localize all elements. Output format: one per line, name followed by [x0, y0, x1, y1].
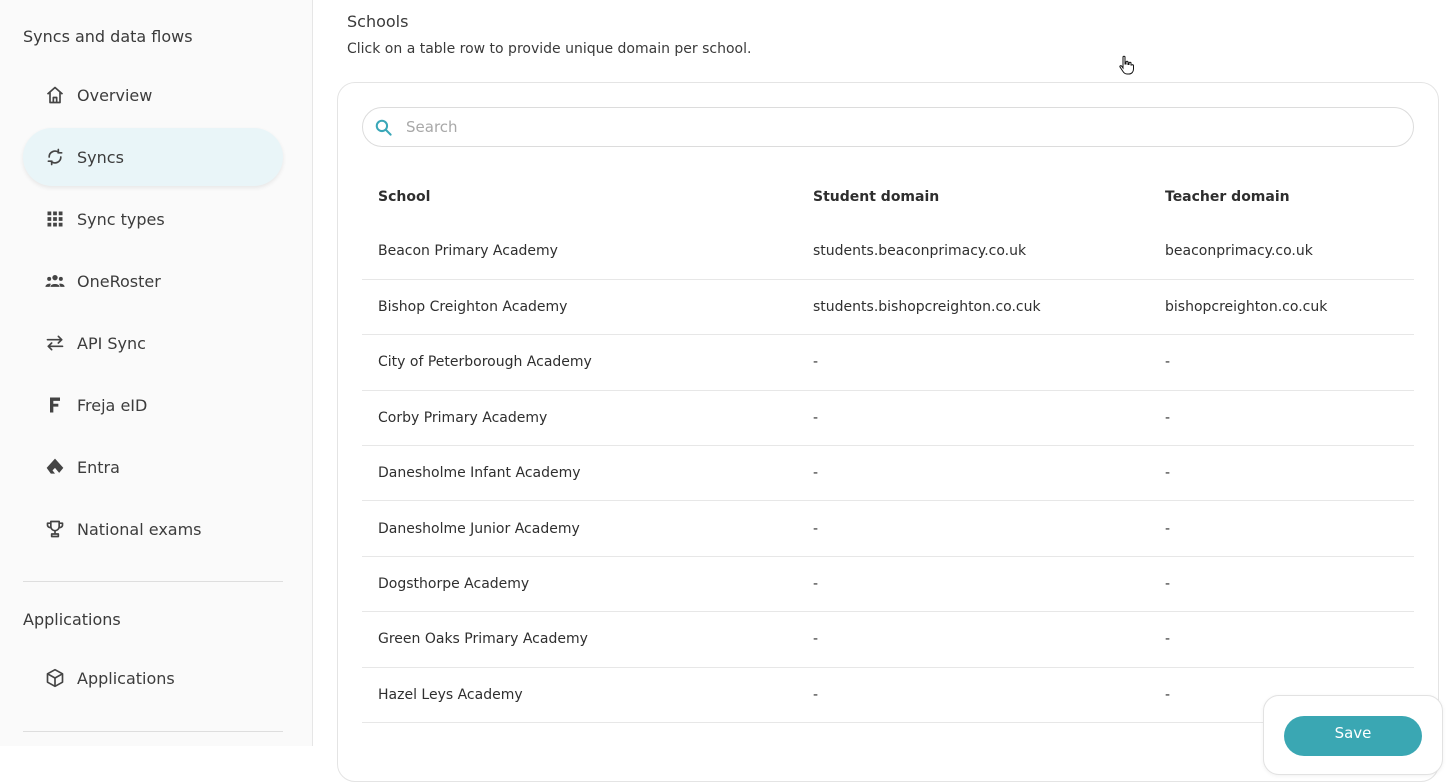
table-header-row — [362, 170, 1414, 224]
teacher-domain-cell: - — [1149, 667, 1414, 722]
sidebar-item-label: Overview — [77, 85, 153, 105]
sidebar-section-title-applications: Applications — [23, 610, 121, 629]
table-row[interactable] — [362, 224, 1414, 279]
sidebar-item-syncs[interactable] — [23, 128, 283, 186]
student-domain-cell: students.bishopcreighton.co.cuk — [797, 279, 1149, 334]
student-domain-cell: - — [797, 501, 1149, 556]
sidebar-item-sync-types[interactable] — [23, 190, 283, 248]
sidebar-item-national-exams[interactable] — [23, 500, 283, 558]
teacher-domain-cell: beaconprimacy.co.uk — [1149, 224, 1414, 279]
teacher-domain-cell: - — [1149, 612, 1414, 667]
sidebar — [0, 0, 313, 746]
school-name-cell: City of Peterborough Academy — [362, 335, 797, 390]
arrows-icon — [44, 332, 66, 354]
sidebar-item-overview[interactable] — [23, 66, 283, 124]
page-subtitle: Click on a table row to provide unique domain per school. — [347, 41, 752, 57]
student-domain-cell: students.beaconprimacy.co.uk — [797, 224, 1149, 279]
column-header-teacher-domain[interactable]: Teacher domain — [1165, 189, 1290, 205]
schools-table — [362, 170, 1414, 723]
schools-card — [337, 82, 1439, 782]
school-name-cell: Green Oaks Primary Academy — [362, 612, 797, 667]
sidebar-item-label: Freja eID — [77, 395, 148, 415]
student-domain-cell: - — [797, 667, 1149, 722]
sidebar-section-title-syncs: Syncs and data flows — [23, 27, 193, 46]
sync-icon — [44, 146, 66, 168]
sidebar-item-oneroster[interactable] — [23, 252, 283, 310]
school-name-cell: Corby Primary Academy — [362, 390, 797, 445]
search-input[interactable] — [404, 117, 1304, 137]
sidebar-item-label: Syncs — [77, 147, 124, 167]
sidebar-item-label: OneRoster — [77, 271, 161, 291]
teacher-domain-cell: - — [1149, 556, 1414, 611]
freja-icon — [44, 394, 66, 416]
sidebar-item-label: National exams — [77, 519, 202, 539]
sidebar-item-entra[interactable] — [23, 438, 283, 496]
table-row[interactable] — [362, 279, 1414, 334]
teacher-domain-cell: bishopcreighton.co.cuk — [1149, 279, 1414, 334]
school-name-cell: Bishop Creighton Academy — [362, 279, 797, 334]
main-content — [313, 0, 1451, 746]
hand-cursor-icon — [1118, 55, 1134, 75]
sidebar-item-label: Applications — [77, 668, 175, 688]
teacher-domain-cell: - — [1149, 501, 1414, 556]
school-name-cell: Beacon Primary Academy — [362, 224, 797, 279]
sidebar-item-label: Entra — [77, 457, 120, 477]
table-row[interactable] — [362, 667, 1414, 722]
table-row[interactable] — [362, 390, 1414, 445]
page-title: Schools — [347, 12, 409, 31]
search-icon — [373, 117, 393, 137]
cube-icon — [44, 667, 66, 689]
sidebar-item-applications[interactable] — [23, 649, 283, 707]
save-panel — [1263, 695, 1443, 775]
student-domain-cell: - — [797, 446, 1149, 501]
column-header-student-domain[interactable]: Student domain — [813, 189, 940, 205]
table-row[interactable] — [362, 556, 1414, 611]
sidebar-item-freja-eid[interactable] — [23, 376, 283, 434]
table-row[interactable] — [362, 335, 1414, 390]
school-name-cell: Dogsthorpe Academy — [362, 556, 797, 611]
search-box[interactable] — [362, 107, 1414, 147]
table-row[interactable] — [362, 612, 1414, 667]
sidebar-item-label: API Sync — [77, 333, 146, 353]
users-icon — [44, 270, 66, 292]
sidebar-item-api-sync[interactable] — [23, 314, 283, 372]
entra-icon — [44, 456, 66, 478]
school-name-cell: Hazel Leys Academy — [362, 667, 797, 722]
trophy-icon — [44, 518, 66, 540]
student-domain-cell: - — [797, 390, 1149, 445]
sidebar-divider — [23, 731, 283, 732]
table-row[interactable] — [362, 501, 1414, 556]
home-icon — [44, 84, 66, 106]
student-domain-cell: - — [797, 335, 1149, 390]
table-row[interactable] — [362, 446, 1414, 501]
sidebar-item-label: Sync types — [77, 209, 165, 229]
column-header-school[interactable]: School — [378, 189, 431, 205]
save-button[interactable]: Save — [1284, 716, 1422, 756]
school-name-cell: Danesholme Junior Academy — [362, 501, 797, 556]
teacher-domain-cell: - — [1149, 390, 1414, 445]
teacher-domain-cell: - — [1149, 446, 1414, 501]
grid-icon — [44, 208, 66, 230]
teacher-domain-cell: - — [1149, 335, 1414, 390]
student-domain-cell: - — [797, 556, 1149, 611]
school-name-cell: Danesholme Infant Academy — [362, 446, 797, 501]
sidebar-divider — [23, 581, 283, 582]
student-domain-cell: - — [797, 612, 1149, 667]
